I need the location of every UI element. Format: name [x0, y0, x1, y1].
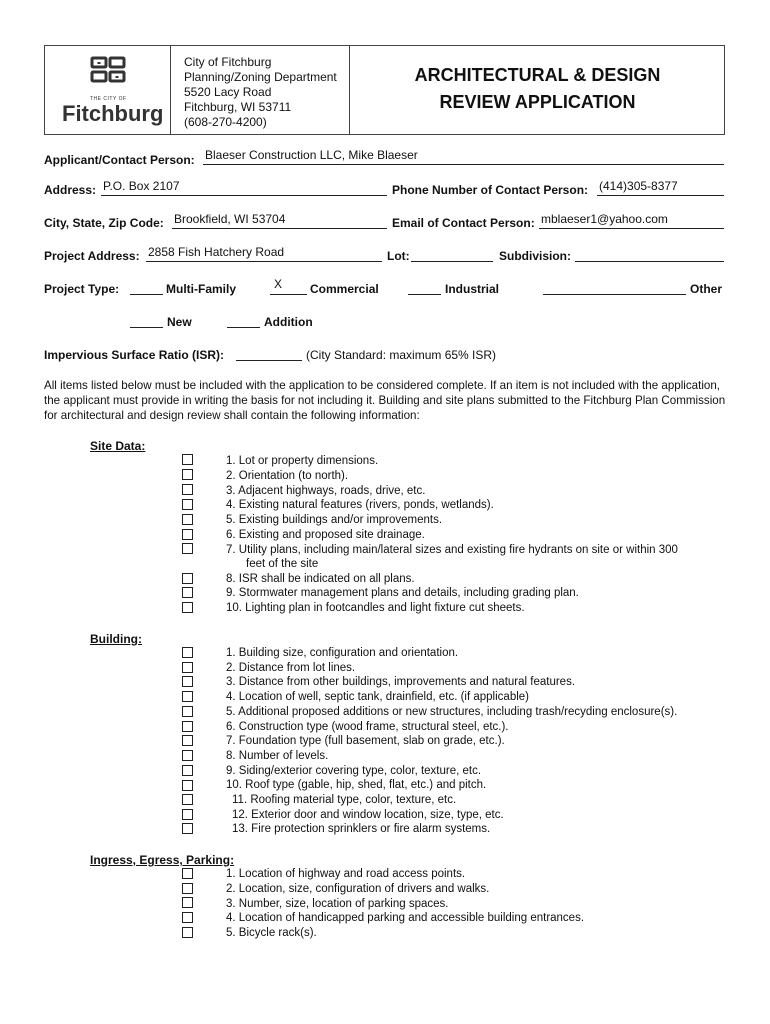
checkbox[interactable] [182, 750, 193, 761]
building-heading: Building: [90, 632, 142, 646]
list-item: 11. Roofing material type, color, texture, etc. [232, 794, 457, 806]
project-type-label: Project Type: [44, 282, 120, 296]
new-blank[interactable] [130, 327, 163, 328]
checkbox[interactable] [182, 883, 193, 894]
email-field[interactable]: mblaeser1@yahoo.com [541, 212, 668, 226]
list-item: 2. Location, size, configuration of drivers and walks. [226, 883, 490, 895]
checkbox[interactable] [182, 721, 193, 732]
checkbox[interactable] [182, 823, 193, 834]
checkbox[interactable] [182, 514, 193, 525]
phone-field[interactable]: (414)305-8377 [599, 179, 678, 193]
list-item: 2. Distance from lot lines. [226, 662, 356, 674]
addition-blank[interactable] [227, 327, 260, 328]
header-divider [170, 45, 171, 135]
checkbox[interactable] [182, 573, 193, 584]
address-line: (608-270-4200) [184, 115, 267, 129]
new-option: New [167, 315, 192, 329]
list-item: 3. Adjacent highways, roads, drive, etc. [226, 485, 426, 497]
list-item: 7. Foundation type (full basement, slab on grade, etc.). [226, 735, 505, 747]
checkbox[interactable] [182, 794, 193, 805]
checkbox[interactable] [182, 454, 193, 465]
title-line: REVIEW APPLICATION [439, 92, 636, 112]
industrial-option: Industrial [445, 282, 500, 296]
checkbox[interactable] [182, 912, 193, 923]
checkbox[interactable] [182, 529, 193, 540]
address-label: Address: [44, 183, 97, 197]
list-item: 13. Fire protection sprinklers or fire alarm systems. [232, 823, 491, 835]
isr-note: (City Standard: maximum 65% ISR) [306, 348, 497, 362]
list-item: 3. Distance from other buildings, improvements and natural features. [226, 676, 576, 688]
logo-subtitle: THE CITY OF [90, 96, 127, 102]
list-item: 4. Existing natural features (rivers, ponds, wetlands). [226, 499, 494, 511]
list-item: 7. Utility plans, including main/lateral sizes and existing fire hydrants on site or within 300 [226, 544, 678, 556]
list-item: 4. Location of well, septic tank, drainfield, etc. (if applicable) [226, 691, 529, 703]
other-option: Other [690, 282, 723, 296]
checkbox[interactable] [182, 469, 193, 480]
list-item: 5. Existing buildings and/or improvements. [226, 514, 443, 526]
list-item-continuation: feet of the site [246, 558, 319, 570]
instructions-paragraph: All items listed below must be included with the application to be considered complete. If an item is not included with the application, the applicant must provide in writing the basis for not including it. Building and site plans submitted to the Fitchburg Plan Commission for architectural and design review shall contain the following information: [44, 379, 726, 422]
title-line: ARCHITECTURAL & DESIGN [414, 65, 661, 85]
checkbox[interactable] [182, 602, 193, 613]
checkbox[interactable] [182, 543, 193, 554]
list-item: 12. Exterior door and window location, size, type, etc. [232, 809, 504, 821]
email-underline [539, 228, 724, 229]
list-item: 3. Number, size, location of parking spaces. [226, 898, 449, 910]
list-item: 6. Existing and proposed site drainage. [226, 529, 425, 541]
commercial-option: Commercial [310, 282, 379, 296]
project-address-label: Project Address: [44, 249, 140, 263]
list-item: 1. Location of highway and road access points. [226, 868, 466, 880]
list-item: 9. Stormwater management plans and details, including grading plan. [226, 587, 579, 599]
project-address-underline [146, 261, 382, 262]
subdivision-field[interactable] [575, 261, 724, 262]
lot-field[interactable] [411, 261, 493, 262]
multifamily-option: Multi-Family [166, 282, 237, 296]
applicant-underline [203, 164, 724, 165]
checkbox[interactable] [182, 809, 193, 820]
checkbox[interactable] [182, 765, 193, 776]
subdivision-label: Subdivision: [499, 249, 571, 263]
checkbox[interactable] [182, 484, 193, 495]
checkbox[interactable] [182, 662, 193, 673]
project-address-field[interactable]: 2858 Fish Hatchery Road [148, 245, 285, 259]
multifamily-blank[interactable] [130, 294, 163, 295]
other-blank[interactable] [543, 294, 686, 295]
lot-label: Lot: [387, 249, 410, 263]
applicant-field[interactable]: Blaeser Construction LLC, Mike Blaeser [205, 148, 418, 162]
isr-field[interactable] [236, 360, 302, 361]
checkbox[interactable] [182, 927, 193, 938]
list-item: 5. Bicycle rack(s). [226, 927, 317, 939]
checkbox[interactable] [182, 706, 193, 717]
city-logo [52, 52, 164, 130]
address-underline [101, 195, 387, 196]
logo-wordmark: Fitchburg [62, 101, 164, 126]
list-item: 1. Building size, configuration and orientation. [226, 647, 459, 659]
checkbox[interactable] [182, 499, 193, 510]
list-item: 6. Construction type (wood frame, structural steel, etc.). [226, 721, 509, 733]
city-field[interactable]: Brookfield, WI 53704 [174, 212, 286, 226]
industrial-blank[interactable] [408, 294, 441, 295]
phone-label: Phone Number of Contact Person: [392, 183, 589, 197]
city-underline [172, 228, 387, 229]
department-address [184, 55, 337, 130]
list-item: 1. Lot or property dimensions. [226, 455, 379, 467]
checkbox[interactable] [182, 587, 193, 598]
list-item: 4. Location of handicapped parking and accessible building entrances. [226, 912, 585, 924]
checkbox[interactable] [182, 676, 193, 687]
list-item: 8. Number of levels. [226, 750, 329, 762]
list-item: 8. ISR shall be indicated on all plans. [226, 573, 415, 585]
addition-option: Addition [264, 315, 313, 329]
isr-label: Impervious Surface Ratio (ISR): [44, 348, 225, 362]
address-line: Fitchburg, WI 53711 [184, 100, 292, 114]
city-label: City, State, Zip Code: [44, 216, 164, 230]
commercial-mark[interactable]: X [274, 277, 283, 291]
list-item: 10. Lighting plan in footcandles and light fixture cut sheets. [226, 602, 525, 614]
applicant-label: Applicant/Contact Person: [44, 153, 195, 167]
checkbox[interactable] [182, 735, 193, 746]
site-data-heading: Site Data: [90, 439, 146, 453]
email-label: Email of Contact Person: [392, 216, 535, 230]
page-title [350, 62, 725, 116]
checkbox[interactable] [182, 868, 193, 879]
checkbox[interactable] [182, 780, 193, 791]
checkbox[interactable] [182, 647, 193, 658]
address-line: Planning/Zoning Department [184, 70, 337, 84]
address-field[interactable]: P.O. Box 2107 [103, 179, 180, 193]
checkbox[interactable] [182, 691, 193, 702]
address-line: 5520 Lacy Road [184, 85, 272, 99]
list-item: 10. Roof type (gable, hip, shed, flat, etc.) and pitch. [226, 779, 487, 791]
checkbox[interactable] [182, 897, 193, 908]
list-item: 5. Additional proposed additions or new structures, including trash/recyding enclosure(s). [226, 706, 678, 718]
list-item: 9. Siding/exterior covering type, color, texture, etc. [226, 765, 482, 777]
address-line: City of Fitchburg [184, 55, 272, 69]
phone-underline [597, 195, 724, 196]
commercial-blank[interactable] [270, 294, 307, 295]
ingress-heading: Ingress, Egress, Parking: [90, 853, 235, 867]
list-item: 2. Orientation (to north). [226, 470, 349, 482]
